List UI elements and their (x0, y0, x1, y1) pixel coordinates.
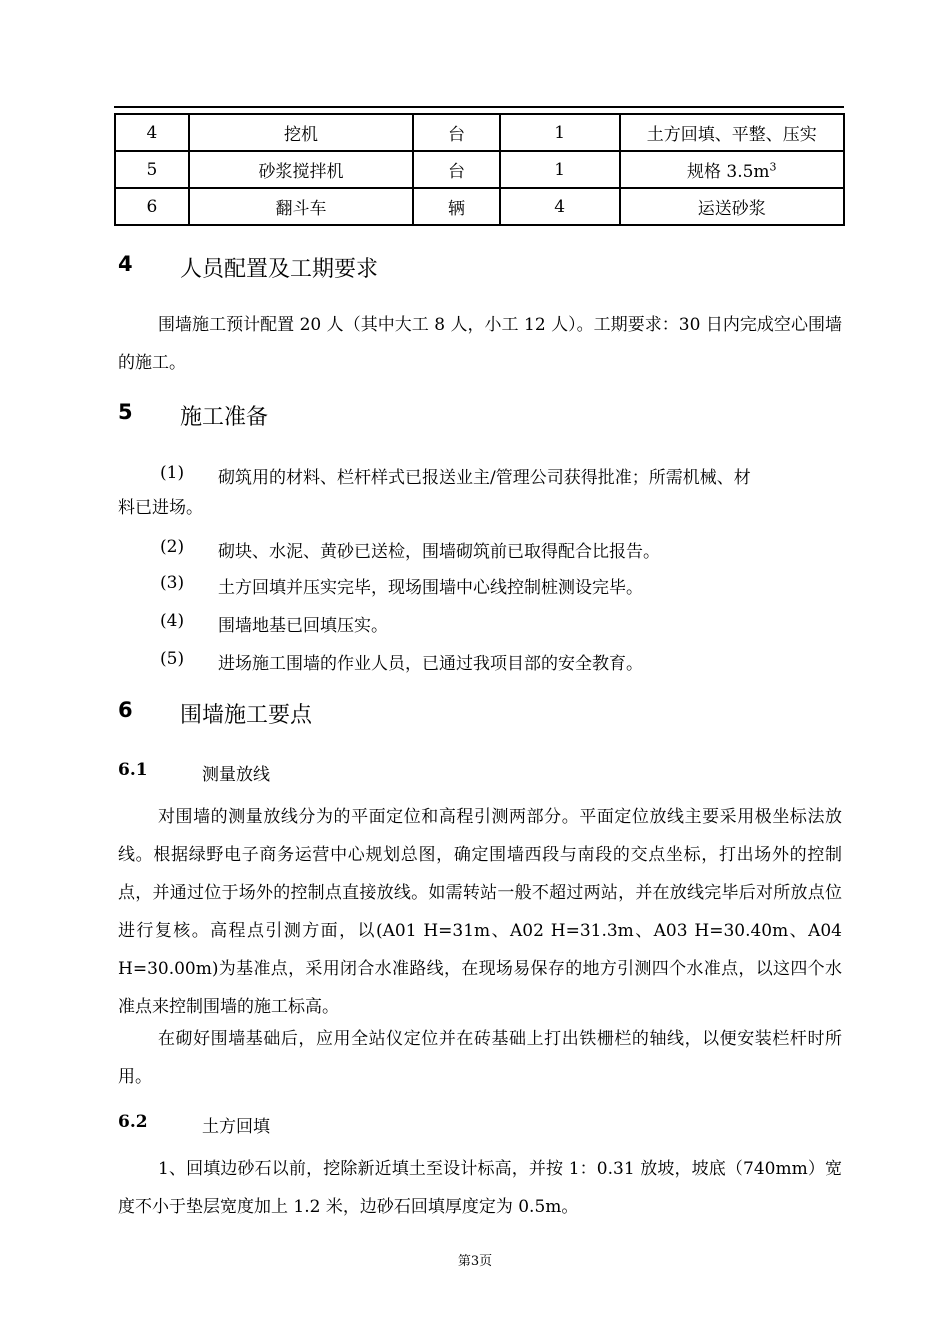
subsection-6-1-heading (118, 760, 270, 785)
item-text: 砌筑用的材料、栏杆样式已报送业主/管理公司获得批准；所需机械、材 (218, 468, 751, 488)
item-number: (3) (160, 573, 185, 593)
cell-note: 土方回填、平整、压实 (620, 114, 844, 151)
subsection-title: 测量放线 (202, 765, 270, 785)
cell-qty: 1 (500, 114, 620, 151)
cell-no: 6 (115, 188, 189, 225)
item-text: 进场施工围墙的作业人员，已通过我项目部的安全教育。 (218, 654, 643, 674)
list-item (160, 463, 751, 488)
item-number: (1) (160, 463, 185, 483)
item-text: 土方回填并压实完毕，现场围墙中心线控制桩测设完毕。 (218, 578, 643, 598)
item-text: 围墙地基已回填压实。 (218, 616, 388, 636)
section-number: 6 (118, 698, 133, 722)
section-title: 人员配置及工期要求 (180, 257, 379, 282)
subsection-6-2-paragraph-1: 1、回填边砂石以前，挖除新近填土至设计标高，并按 1：0.31 放坡，坡底（740mm）宽度不小于垫层宽度加上 1.2 米，边砂石回填厚度定为 0.5m。 (118, 1159, 842, 1217)
cell-unit: 辆 (413, 188, 500, 225)
list-item (160, 573, 643, 598)
list-item (160, 649, 643, 674)
subsection-number: 6.2 (118, 1112, 148, 1132)
table-row (115, 151, 844, 188)
note-text: 规格 3.5m (686, 162, 770, 182)
item-text: 砌块、水泥、黄砂已送检，围墙砌筑前已取得配合比报告。 (218, 542, 660, 562)
cell-qty: 4 (500, 188, 620, 225)
equipment-table (114, 113, 845, 226)
section-title: 围墙施工要点 (180, 703, 313, 728)
cell-name: 翻斗车 (189, 188, 413, 225)
page-number: 第3页 (457, 1254, 493, 1269)
section-4-heading (118, 252, 378, 283)
cell-no: 4 (115, 114, 189, 151)
cell-unit: 台 (413, 151, 500, 188)
item-continuation: 料已进场。 (118, 498, 203, 518)
subsection-6-2-heading (118, 1112, 270, 1137)
cell-name: 挖机 (189, 114, 413, 151)
cell-note (620, 151, 844, 188)
table-row (115, 188, 844, 225)
section-number: 5 (118, 400, 133, 424)
section-title: 施工准备 (180, 405, 269, 430)
item-number: (5) (160, 649, 185, 669)
item-number: (4) (160, 611, 185, 631)
section-number: 4 (118, 252, 133, 276)
cell-qty: 1 (500, 151, 620, 188)
section-4-paragraph: 围墙施工预计配置 20 人（其中大工 8 人，小工 12 人）。工期要求：30 日内完成空心围墙的施工。 (118, 315, 842, 373)
cell-unit: 台 (413, 114, 500, 151)
subsection-6-1-paragraph-1: 对围墙的测量放线分为的平面定位和高程引测两部分。平面定位放线主要采用极坐标法放线。根据绿野电子商务运营中心规划总图，确定围墙西段与南段的交点坐标，打出场外的控制点，并通过位于场外的控制点直接放线。如需转站一般不超过两站，并在放线完毕后对所放点位进行复核。高程点引测方面，以(A01 H=31m、A02 H=31.3m、A03 H=30.40m、A04 H=30.00m)为基准点，采用闭合水准路线，在现场易保存的地方引测四个水准点，以这四个水准点来控制围墙的施工标高。 (118, 807, 842, 1017)
list-item (160, 537, 660, 562)
cell-name: 砂浆搅拌机 (189, 151, 413, 188)
section-6-heading (118, 698, 312, 729)
cell-no: 5 (115, 151, 189, 188)
table-row (115, 114, 844, 151)
list-item (160, 611, 388, 636)
subsection-6-1-paragraph-2: 在砌好围墙基础后，应用全站仪定位并在砖基础上打出铁栅栏的轴线，以便安装栏杆时所用。 (118, 1029, 842, 1087)
section-5-heading (118, 400, 268, 431)
subsection-number: 6.1 (118, 760, 148, 780)
item-number: (2) (160, 537, 185, 557)
header-rule (114, 106, 844, 108)
cell-note: 运送砂浆 (620, 188, 844, 225)
note-superscript: 3 (769, 160, 777, 174)
subsection-title: 土方回填 (202, 1117, 270, 1137)
